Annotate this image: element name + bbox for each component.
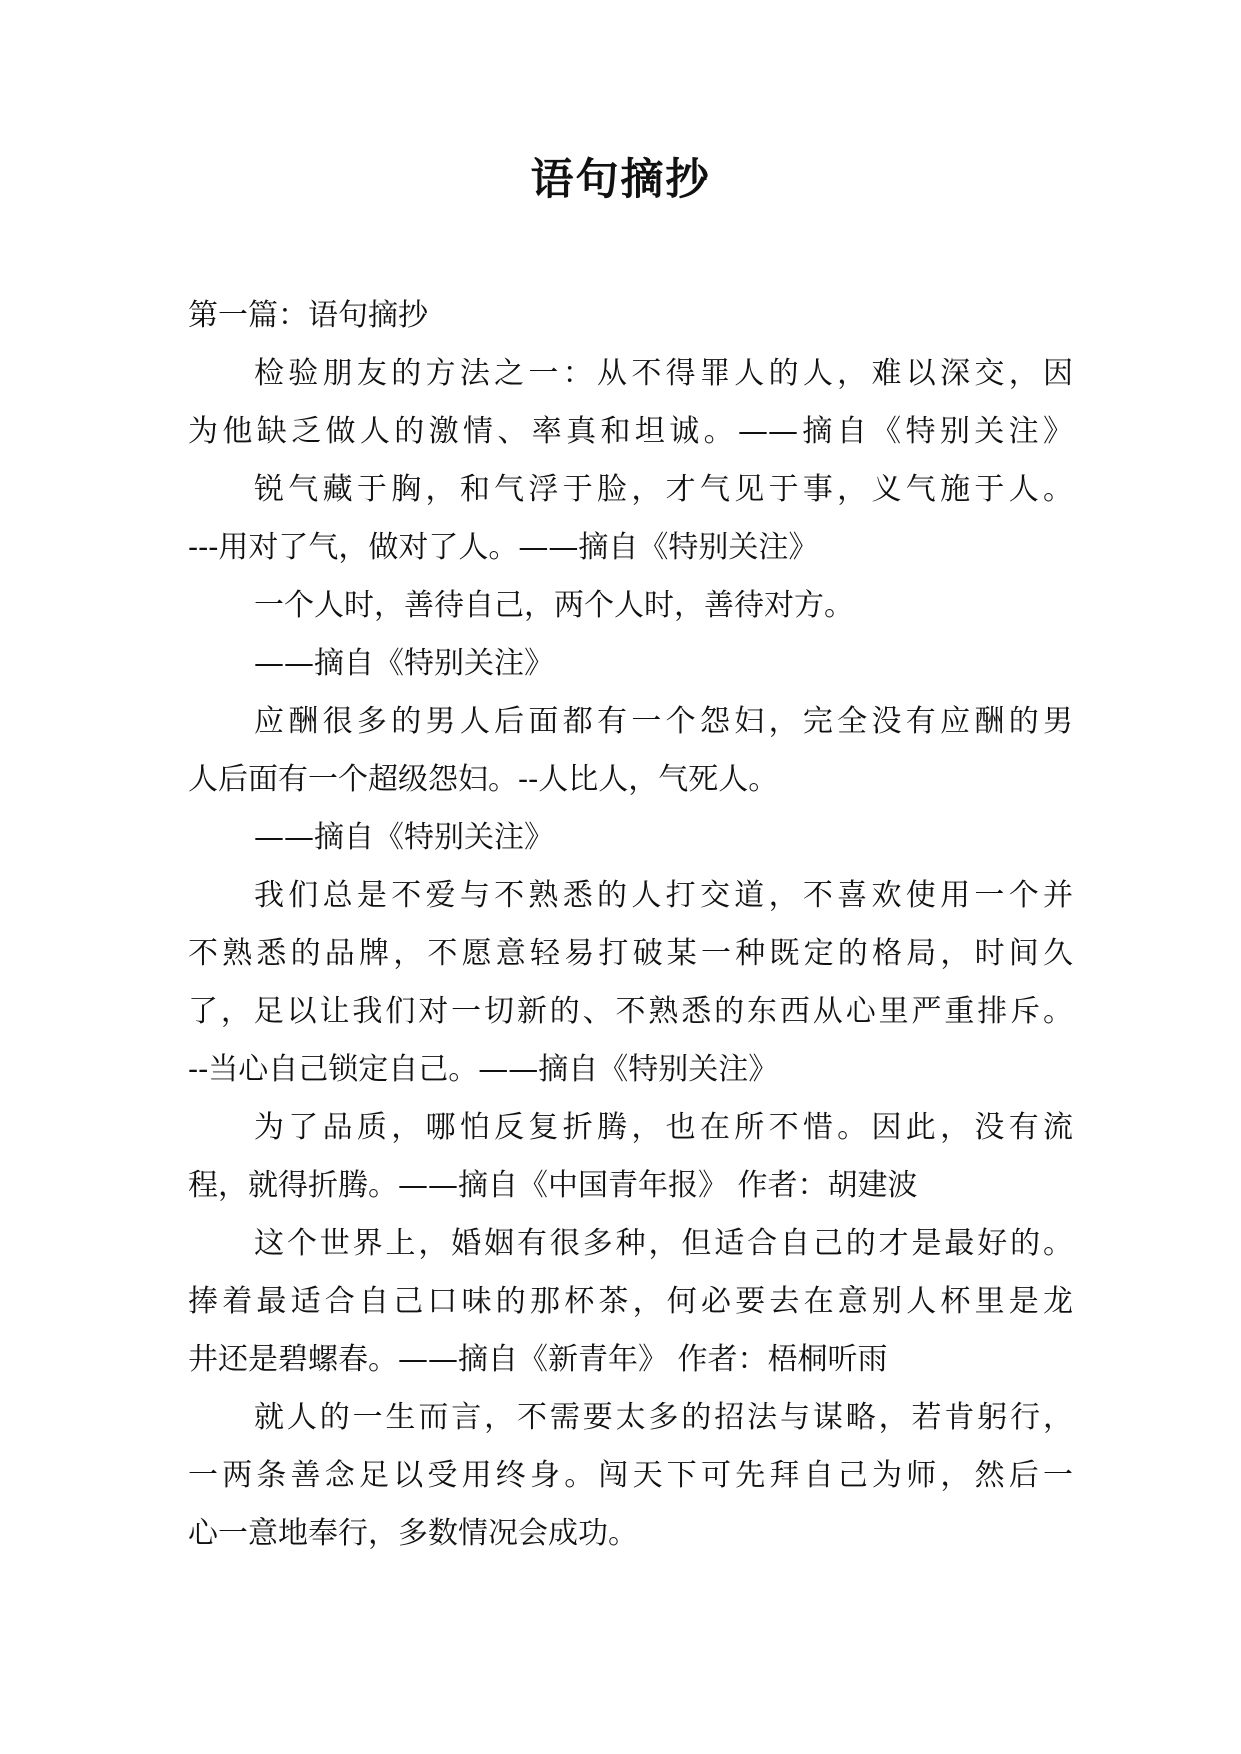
text-line: 程，就得折腾。——摘自《中国青年报》 作者：胡建波 (188, 1168, 918, 1203)
text-line: 为他缺乏做人的激情、率真和坦诚。——摘自《特别关注》 (188, 414, 1073, 449)
text-line: 检验朋友的方法之一：从不得罪人的人，难以深交，因 (254, 356, 1073, 391)
text-line: ——摘自《特别关注》 (254, 820, 554, 855)
text-line: 井还是碧螺春。——摘自《新青年》 作者：梧桐听雨 (188, 1342, 888, 1377)
text-line: --当心自己锁定自己。——摘自《特别关注》 (188, 1052, 779, 1087)
text-line: 为了品质，哪怕反复折腾，也在所不惜。因此，没有流 (254, 1110, 1073, 1145)
text-line: 不熟悉的品牌，不愿意轻易打破某一种既定的格局，时间久 (188, 936, 1073, 971)
text-line: 就人的一生而言，不需要太多的招法与谋略，若肯躬行， (254, 1400, 1073, 1435)
text-line: ---用对了气，做对了人。——摘自《特别关注》 (188, 530, 819, 565)
text-line: 一两条善念足以受用终身。闯天下可先拜自己为师，然后一 (188, 1458, 1073, 1493)
text-line: 第一篇：语句摘抄 (188, 298, 428, 333)
text-line: 人后面有一个超级怨妇。--人比人，气死人。 (188, 762, 779, 797)
text-line: ——摘自《特别关注》 (254, 646, 554, 681)
text-line: 捧着最适合自己口味的那杯茶，何必要去在意别人杯里是龙 (188, 1284, 1073, 1319)
text-line: 心一意地奉行，多数情况会成功。 (188, 1516, 638, 1551)
text-line: 锐气藏于胸，和气浮于脸，才气见于事，义气施于人。 (254, 472, 1073, 507)
document-title: 语句摘抄 (530, 155, 711, 205)
text-line: 这个世界上，婚姻有很多种，但适合自己的才是最好的。 (254, 1226, 1073, 1261)
document-body (188, 287, 1073, 1563)
text-line: 了，足以让我们对一切新的、不熟悉的东西从心里严重排斥。 (188, 994, 1073, 1029)
text-line: 我们总是不爱与不熟悉的人打交道，不喜欢使用一个并 (254, 878, 1073, 913)
text-line: 应酬很多的男人后面都有一个怨妇，完全没有应酬的男 (254, 704, 1073, 739)
text-line: 一个人时，善待自己，两个人时，善待对方。 (254, 588, 854, 623)
